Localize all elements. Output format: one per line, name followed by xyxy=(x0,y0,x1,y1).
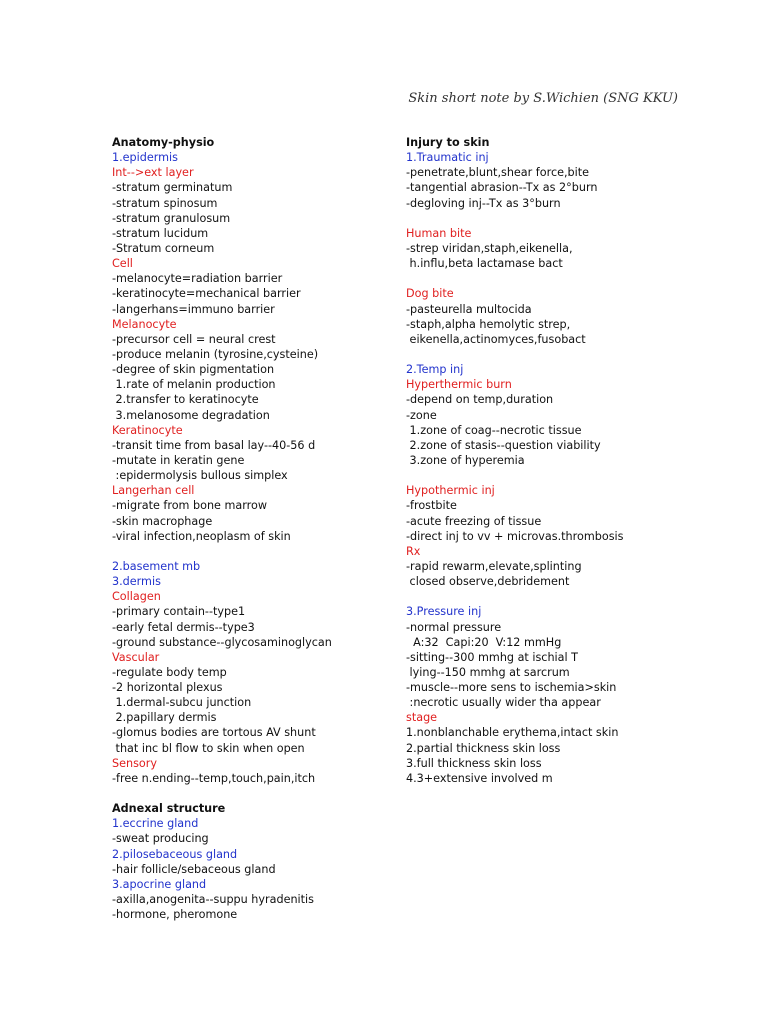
blank-line xyxy=(112,544,382,559)
section-heading-adnexal-structure: Adnexal structure xyxy=(112,802,226,816)
note-line: -degree of skin pigmentation xyxy=(112,363,275,377)
note-line: -muscle--more sens to ischemia>skin xyxy=(406,681,617,695)
note-line: lying--150 mmhg at sarcrum xyxy=(406,665,570,679)
note-line: -free n.ending--temp,touch,pain,itch xyxy=(112,771,316,785)
topic-heading-1-eccrine-gland: 1.eccrine gland xyxy=(112,817,199,831)
note-line: -hormone, pheromone xyxy=(112,908,238,922)
note-line: 3.zone of hyperemia xyxy=(406,453,525,467)
subtopic-label-dog-bite: Dog bite xyxy=(406,287,454,301)
note-line: -keratinocyte=mechanical barrier xyxy=(112,287,301,301)
note-line: -pasteurella multocida xyxy=(406,302,532,316)
blank-line xyxy=(112,786,382,801)
note-line: -stratum germinatum xyxy=(112,181,233,195)
note-line: -acute freezing of tissue xyxy=(406,514,542,528)
topic-heading-3-apocrine-gland: 3.apocrine gland xyxy=(112,877,207,891)
note-line: -tangential abrasion--Tx as 2°burn xyxy=(406,181,598,195)
note-line: :necrotic usually wider tha appear xyxy=(406,696,601,710)
note-line: -frostbite xyxy=(406,499,457,513)
note-line: 1.zone of coag--necrotic tissue xyxy=(406,423,582,437)
note-line: -strep viridan,staph,eikenella, xyxy=(406,241,573,255)
note-line: -staph,alpha hemolytic strep, xyxy=(406,317,571,331)
topic-heading-1-traumatic-inj: 1.Traumatic inj xyxy=(406,151,489,165)
note-line: -stratum spinosum xyxy=(112,196,218,210)
note-line: -sitting--300 mmhg at ischial T xyxy=(406,650,579,664)
subtopic-label-int-ext-layer: Int-->ext layer xyxy=(112,166,194,180)
note-line: -normal pressure xyxy=(406,620,502,634)
blank-line xyxy=(406,589,706,604)
subtopic-label-sensory: Sensory xyxy=(112,756,157,770)
note-line: -sweat producing xyxy=(112,832,209,846)
subtopic-label-rx: Rx xyxy=(406,544,421,558)
blank-line xyxy=(406,211,706,226)
note-line: -depend on temp,duration xyxy=(406,393,554,407)
blank-line xyxy=(406,468,706,483)
note-line: -degloving inj--Tx as 3°burn xyxy=(406,196,561,210)
note-line: -skin macrophage xyxy=(112,514,213,528)
note-line: -primary contain--type1 xyxy=(112,605,246,619)
note-line: 2.transfer to keratinocyte xyxy=(112,393,259,407)
note-line: -produce melanin (tyrosine,cysteine) xyxy=(112,347,319,361)
subtopic-label-vascular: Vascular xyxy=(112,650,160,664)
note-line: -migrate from bone marrow xyxy=(112,499,267,513)
document-header: Skin short note by S.Wichien (SNG KKU) xyxy=(408,91,678,106)
section-heading-anatomy-physio: Anatomy-physio xyxy=(112,136,215,149)
topic-heading-1-epidermis: 1.epidermis xyxy=(112,151,178,165)
note-line: 4.3+extensive involved m xyxy=(406,771,553,785)
note-line: :epidermolysis bullous simplex xyxy=(112,469,288,483)
note-line: -hair follicle/sebaceous gland xyxy=(112,862,276,876)
note-line: that inc bl flow to skin when open xyxy=(112,741,305,755)
note-line: 2.papillary dermis xyxy=(112,711,217,725)
topic-heading-3-pressure-inj: 3.Pressure inj xyxy=(406,605,482,619)
note-line: -langerhans=immuno barrier xyxy=(112,302,275,316)
note-line: -rapid rewarm,elevate,splinting xyxy=(406,559,582,573)
blank-line xyxy=(406,271,706,286)
note-line: -melanocyte=radiation barrier xyxy=(112,272,283,286)
note-line: -axilla,anogenita--suppu hyradenitis xyxy=(112,893,314,907)
note-line: 2.zone of stasis--question viability xyxy=(406,438,601,452)
topic-heading-2-temp-inj: 2.Temp inj xyxy=(406,363,464,377)
note-line: -direct inj to vv + microvas.thrombosis xyxy=(406,529,624,543)
topic-heading-2-pilosebaceous-gland: 2.pilosebaceous gland xyxy=(112,847,238,861)
blank-line xyxy=(406,347,706,362)
right-column xyxy=(406,135,706,786)
left-column xyxy=(112,135,382,922)
note-line: 1.dermal-subcu junction xyxy=(112,696,252,710)
note-line: -early fetal dermis--type3 xyxy=(112,620,255,634)
subtopic-label-hypothermic-inj: Hypothermic inj xyxy=(406,484,495,498)
topic-heading-3-dermis: 3.dermis xyxy=(112,575,161,589)
subtopic-label-keratinocyte: Keratinocyte xyxy=(112,423,183,437)
note-line: -zone xyxy=(406,408,437,422)
note-line: -glomus bodies are tortous AV shunt xyxy=(112,726,316,740)
subtopic-label-melanocyte: Melanocyte xyxy=(112,317,177,331)
note-line: 2.partial thickness skin loss xyxy=(406,741,561,755)
subtopic-label-hyperthermic-burn: Hyperthermic burn xyxy=(406,378,512,392)
note-line: 1.nonblanchable erythema,intact skin xyxy=(406,726,619,740)
note-line: -viral infection,neoplasm of skin xyxy=(112,529,291,543)
note-line: -Stratum corneum xyxy=(112,241,215,255)
note-line: closed observe,debridement xyxy=(406,575,570,589)
note-line: 3.full thickness skin loss xyxy=(406,756,542,770)
subtopic-label-collagen: Collagen xyxy=(112,590,161,604)
subtopic-label-human-bite: Human bite xyxy=(406,226,472,240)
topic-heading-2-basement-mb: 2.basement mb xyxy=(112,559,201,573)
note-line: -stratum lucidum xyxy=(112,226,209,240)
note-line: 3.melanosome degradation xyxy=(112,408,270,422)
note-line: h.influ,beta lactamase bact xyxy=(406,257,563,271)
subtopic-label-cell: Cell xyxy=(112,257,133,271)
subtopic-label-langerhan-cell: Langerhan cell xyxy=(112,484,195,498)
note-line: -penetrate,blunt,shear force,bite xyxy=(406,166,590,180)
note-line: eikenella,actinomyces,fusobact xyxy=(406,332,586,346)
section-heading-injury-to-skin: Injury to skin xyxy=(406,136,490,149)
subtopic-label-stage: stage xyxy=(406,711,438,725)
note-line: -mutate in keratin gene xyxy=(112,453,245,467)
note-line: A:32 Capi:20 V:12 mmHg xyxy=(406,635,562,649)
note-line: -transit time from basal lay--40-56 d xyxy=(112,438,316,452)
note-line: -ground substance--glycosaminoglycan xyxy=(112,635,332,649)
note-line: 1.rate of melanin production xyxy=(112,378,276,392)
note-line: -precursor cell = neural crest xyxy=(112,332,276,346)
note-line: -2 horizontal plexus xyxy=(112,681,223,695)
note-line: -regulate body temp xyxy=(112,665,227,679)
note-line: -stratum granulosum xyxy=(112,211,231,225)
